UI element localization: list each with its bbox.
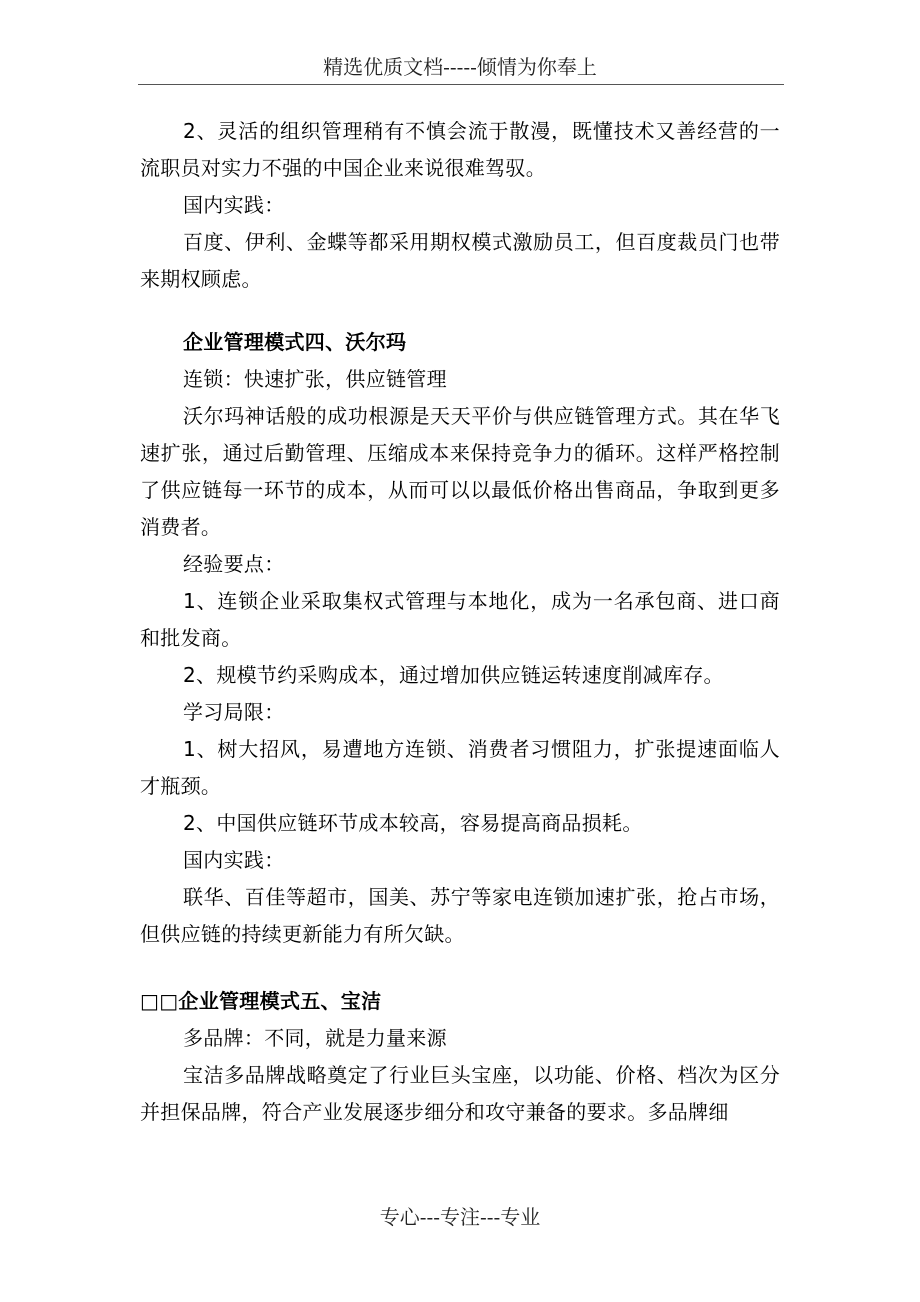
list-item: 1、连锁企业采取集权式管理与本地化，成为一名承包商、进口商和批发商。 xyxy=(140,589,780,650)
subheading: 多品牌：不同，就是力量来源 xyxy=(183,1026,447,1050)
section-gap xyxy=(140,298,780,324)
subheading: 国内实践： xyxy=(183,848,285,872)
subheading: 连锁：快速扩张，供应链管理 xyxy=(183,367,447,391)
paragraph: 沃尔玛神话般的成功根源是天天平价与供应链管理方式。其在华飞速扩张，通过后勤管理、压缩成本来保持竞争力的循环。这样严格控制了供应链每一环节的成本，从而可以以最低价格出售商品，争取到更多消费者。 xyxy=(140,404,780,539)
section-gap xyxy=(140,953,780,983)
page-header: 精选优质文档-----倾情为你奉上 xyxy=(323,55,597,79)
list-item: 2、规模节约采购成本，通过增加供应链运转速度削减库存。 xyxy=(183,663,724,687)
subheading: 经验要点： xyxy=(183,552,285,576)
paragraph: 联华、百佳等超市，国美、苏宁等家电连锁加速扩张，抢占市场，但供应链的持续更新能力有所欠缺。 xyxy=(140,885,780,946)
paragraph: 2、灵活的组织管理稍有不慎会流于散漫，既懂技术又善经营的一流职员对实力不强的中国企业来说很难驾驭。 xyxy=(140,119,780,180)
list-item: 1、树大招风，易遭地方连锁、消费者习惯阻力，扩张提速面临人才瓶颈。 xyxy=(140,737,780,798)
header-divider xyxy=(138,84,784,85)
paragraph: 宝洁多品牌战略奠定了行业巨头宝座，以功能、价格、档次为区分并担保品牌，符合产业发展逐步细分和攻守兼备的要求。多品牌细 xyxy=(140,1063,780,1124)
page-footer: 专心---专注---专业 xyxy=(379,1205,541,1229)
section-heading: □□企业管理模式五、宝洁 xyxy=(140,989,382,1013)
document-body xyxy=(140,113,780,1131)
section-heading: 企业管理模式四、沃尔玛 xyxy=(183,330,407,354)
list-item: 2、中国供应链环节成本较高，容易提高商品损耗。 xyxy=(183,811,643,835)
subheading: 国内实践： xyxy=(183,193,285,217)
subheading: 学习局限： xyxy=(183,700,285,724)
paragraph: 百度、伊利、金蝶等都采用期权模式激励员工，但百度裁员门也带来期权顾虑。 xyxy=(140,230,780,291)
